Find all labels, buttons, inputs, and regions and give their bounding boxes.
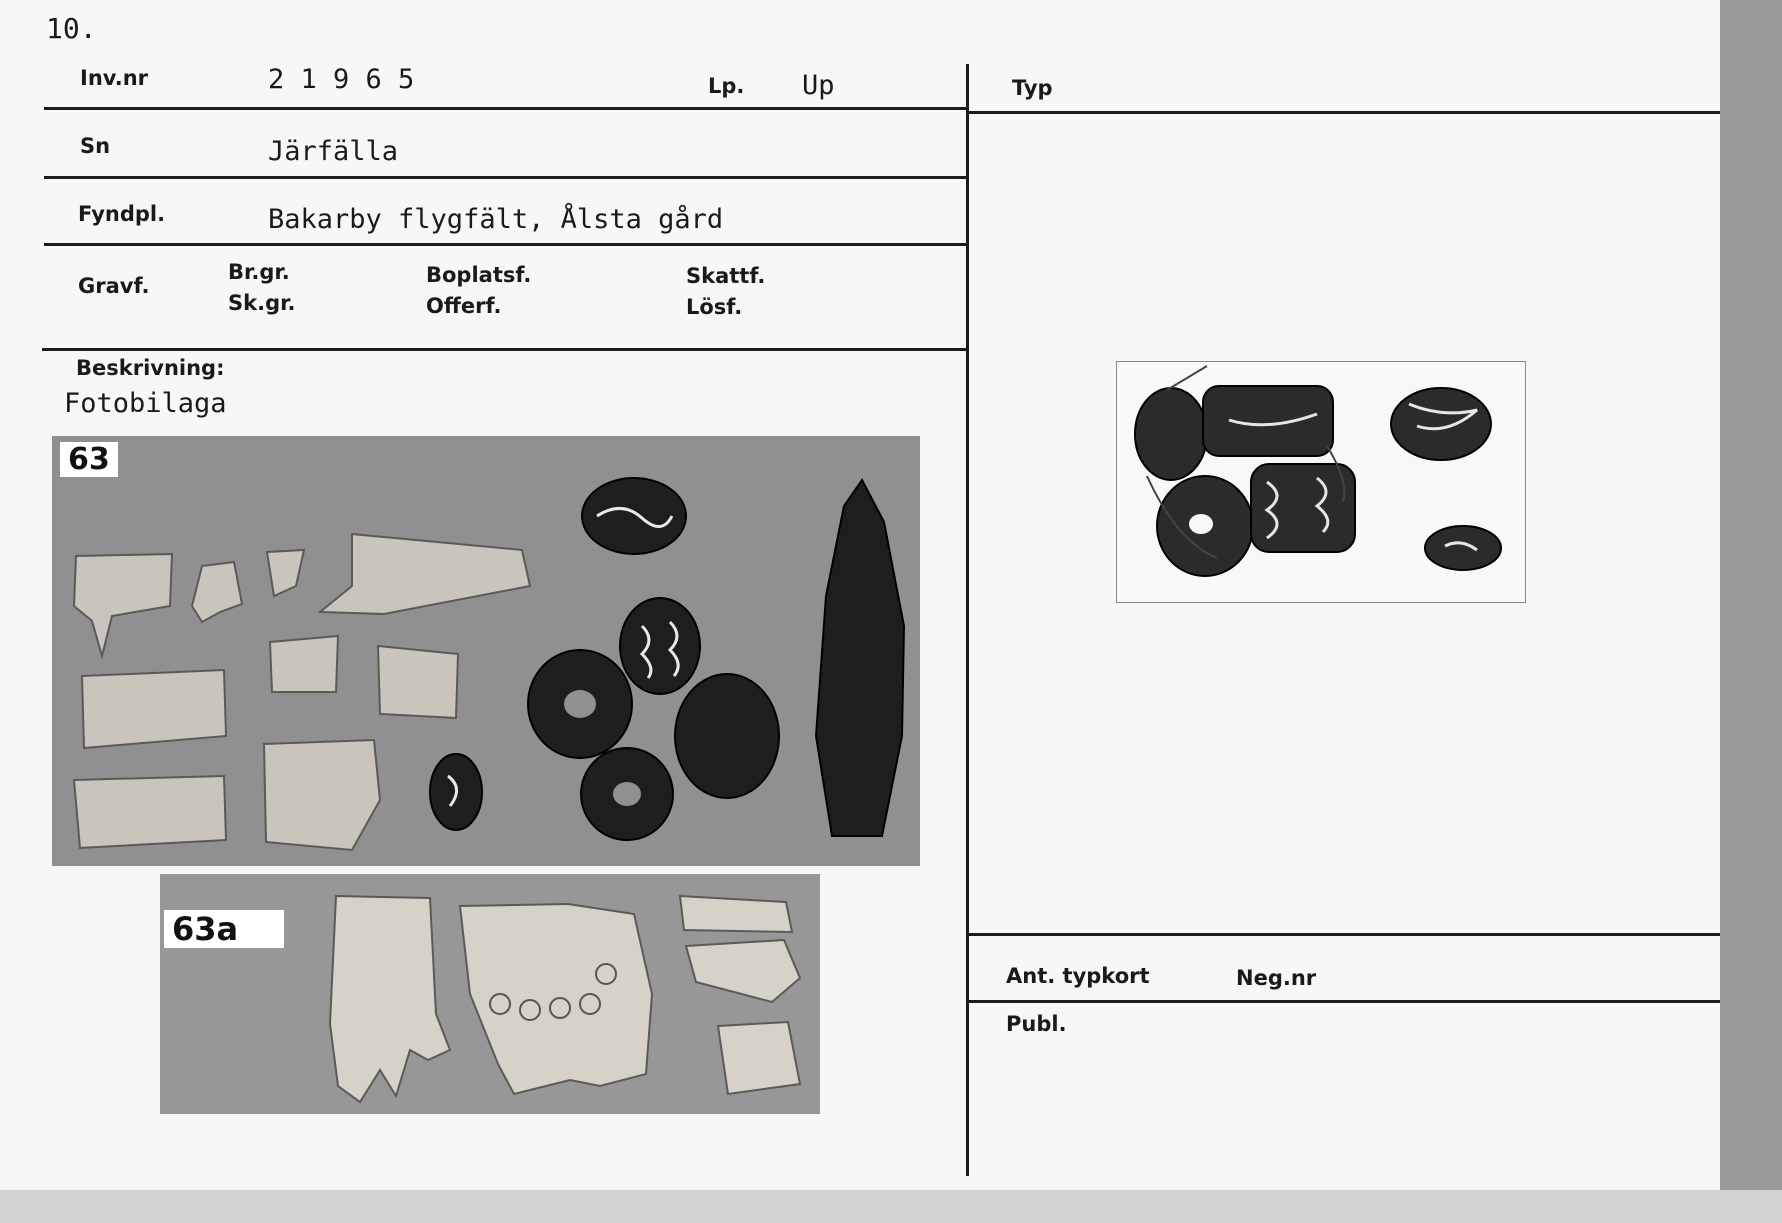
inv-nr-label: Inv.nr — [80, 66, 149, 90]
neg-nr-label: Neg.nr — [1236, 966, 1317, 990]
inv-nr-value: 2 1 9 6 5 — [268, 64, 415, 95]
gravf-label: Gravf. — [78, 274, 150, 298]
skgr-label: Sk.gr. — [228, 291, 296, 315]
typ-label: Typ — [1012, 76, 1053, 100]
rule-fyndpl — [44, 243, 966, 246]
beskrivning-value: Fotobilaga — [64, 388, 227, 419]
artifact-photo-63-image — [52, 436, 920, 866]
column-divider — [966, 64, 969, 1176]
lp-label: Lp. — [708, 74, 745, 98]
rule-inv — [44, 107, 966, 110]
brgr-label: Br.gr. — [228, 260, 290, 284]
rule-bottom-lower — [966, 1000, 1720, 1003]
artifact-photo-63 — [52, 436, 920, 866]
bead-type-photo-image — [1117, 362, 1525, 602]
ant-typkort-label: Ant. typkort — [1006, 964, 1150, 988]
bead-type-photo — [1116, 361, 1526, 603]
artifact-photo-63a — [160, 874, 820, 1114]
offerf-label: Offerf. — [426, 294, 502, 318]
publ-label: Publ. — [1006, 1012, 1067, 1036]
fyndpl-label: Fyndpl. — [78, 202, 166, 226]
rule-gravf — [42, 348, 966, 351]
rule-typ — [966, 111, 1720, 114]
beskrivning-label: Beskrivning: — [76, 356, 225, 380]
sn-label: Sn — [80, 134, 111, 158]
fyndpl-value: Bakarby flygfält, Ålsta gård — [268, 204, 724, 235]
photo-63a-tag: 63a — [164, 910, 284, 948]
photo-63-tag: 63 — [60, 442, 118, 477]
skattf-label: Skattf. — [686, 264, 766, 288]
lp-value: Up — [802, 70, 835, 101]
losf-label: Lösf. — [686, 295, 743, 319]
boplatsf-label: Boplatsf. — [426, 263, 532, 287]
card-number: 10. — [46, 12, 97, 45]
scan-edge-bottom — [0, 1190, 1782, 1223]
sn-value: Järfälla — [268, 136, 399, 167]
scan-edge-right — [1720, 0, 1782, 1223]
rule-sn — [44, 176, 966, 179]
rule-bottom-upper — [966, 933, 1720, 936]
